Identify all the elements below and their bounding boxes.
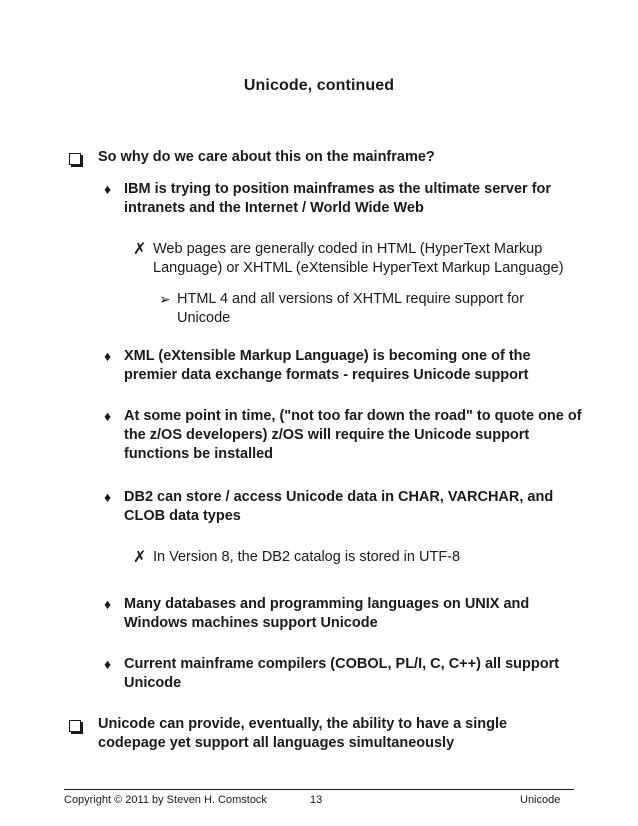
list-item-level-3: HTML 4 and all versions of XHTML require support for Unicode xyxy=(177,291,525,326)
page-title: Unicode, continued xyxy=(243,77,395,94)
list-item-level-1: At some point in time, ("not too far down the road" to quote one of the z/OS developers) z/OS will require the Unicode support functions be installed xyxy=(124,408,582,462)
x-mark-icon: ✗ xyxy=(133,549,147,566)
footer-section: Unicode xyxy=(520,794,561,806)
diamond-icon: ♦ xyxy=(104,656,112,672)
list-item-level-1: Many databases and programming languages on UNIX and Windows machines support Unicode xyxy=(124,596,530,631)
footer-copyright: Copyright © 2011 by Steven H. Comstock xyxy=(64,794,267,806)
x-mark-icon: ✗ xyxy=(133,241,147,258)
list-item-level-2: In Version 8, the DB2 catalog is stored in UTF-8 xyxy=(153,549,461,565)
list-item-level-1: DB2 can store / access Unicode data in CHAR, VARCHAR, and CLOB data types xyxy=(124,489,554,524)
list-item-level-2: Web pages are generally coded in HTML (HyperText Markup Language) or XHTML (eXtensible HyperText Markup Language) xyxy=(153,241,564,276)
box-bullet-icon xyxy=(69,720,81,732)
footer-divider xyxy=(64,789,574,790)
diamond-icon: ♦ xyxy=(104,408,112,424)
list-item-level-1: XML (eXtensible Markup Language) is becoming one of the premier data exchange formats - requires Unicode support xyxy=(124,348,531,383)
diamond-icon: ♦ xyxy=(104,348,112,364)
list-item-level-1: Current mainframe compilers (COBOL, PL/I, C, C++) all support Unicode xyxy=(124,656,560,691)
list-item-top-level: So why do we care about this on the mainframe? xyxy=(98,149,435,165)
box-bullet-icon xyxy=(69,153,81,165)
list-item-top-level: Unicode can provide, eventually, the ability to have a single codepage yet support all languages simultaneously xyxy=(98,716,508,751)
diamond-icon: ♦ xyxy=(104,181,112,197)
arrowhead-icon: ➢ xyxy=(159,291,171,307)
diamond-icon: ♦ xyxy=(104,596,112,612)
list-item-level-1: IBM is trying to position mainframes as the ultimate server for intranets and the Internet / World Wide Web xyxy=(124,181,552,216)
footer-page-number: 13 xyxy=(310,794,323,806)
diamond-icon: ♦ xyxy=(104,489,112,505)
